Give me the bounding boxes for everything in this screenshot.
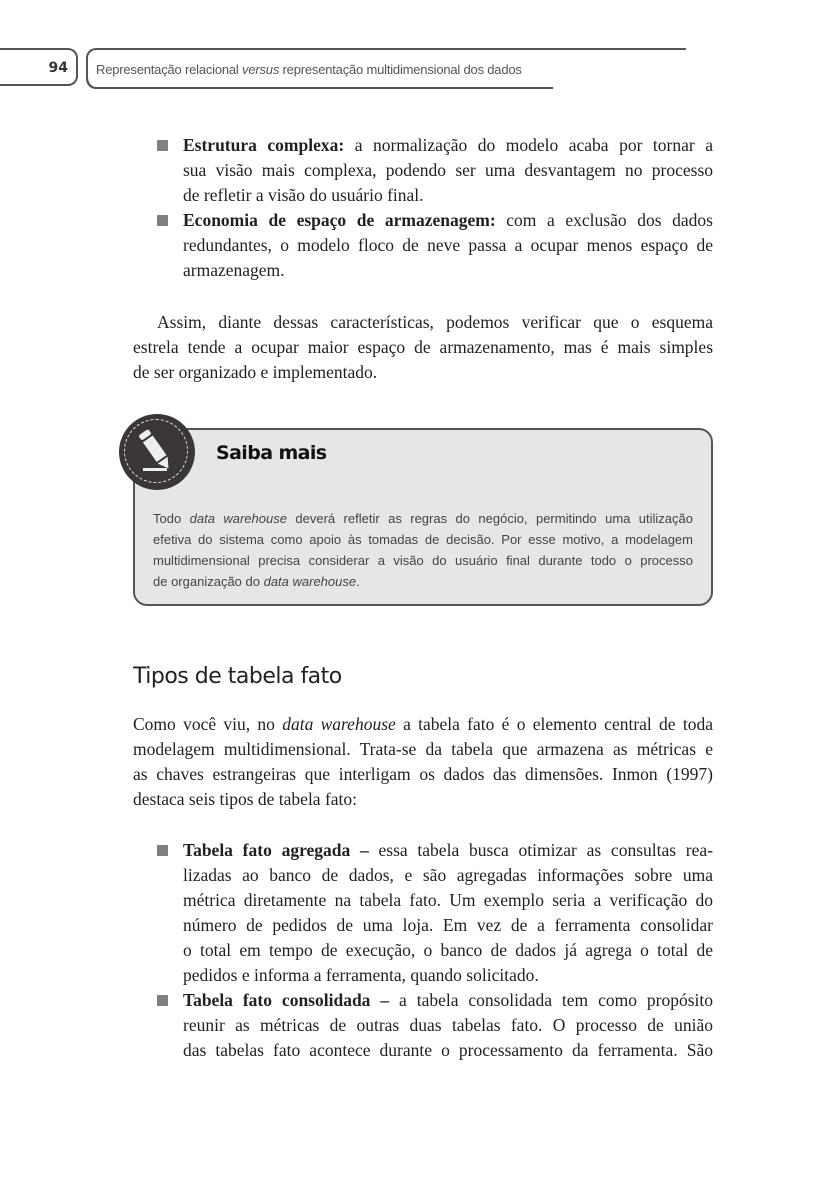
text-line: métrica diretamente na tabela fato. Um exemplo seria a verificação do bbox=[183, 890, 713, 910]
text: com a exclusão dos dados bbox=[495, 210, 713, 230]
text: Como você viu, no bbox=[133, 714, 283, 734]
page-number: 94 bbox=[48, 60, 68, 76]
text-line: modelagem multidimensional. Trata-se da tabela que armazena as métricas e bbox=[133, 739, 713, 759]
saiba-mais-title: Saiba mais bbox=[216, 442, 327, 464]
text-line: de ser organizado e implementado. bbox=[133, 362, 378, 382]
text-line: efetiva do sistema como apoio às tomadas de decisão. Por esse motivo, a modelagem bbox=[153, 532, 693, 547]
text-line: pedidos e informa a ferramenta, quando solicitado. bbox=[183, 965, 539, 985]
text: Todo bbox=[153, 511, 190, 526]
text-line: das tabelas fato acontece durante o processamento da ferramenta. São bbox=[183, 1040, 713, 1060]
text-line: Assim, diante dessas características, podemos verificar que o esquema bbox=[157, 312, 713, 332]
term: Estrutura complexa: bbox=[183, 135, 345, 155]
running-header-title bbox=[96, 62, 522, 77]
text-line: número de pedidos de uma loja. Em vez de a ferramenta consolidar bbox=[183, 915, 713, 935]
text-line: o total em tempo de execução, o banco de dados já agrega o total de bbox=[183, 940, 713, 960]
term: Tabela fato consolidada – bbox=[183, 990, 390, 1010]
term: Tabela fato agregada – bbox=[183, 840, 369, 860]
text: a normalização do modelo acaba por tornar a bbox=[344, 135, 713, 155]
bullet-square-icon bbox=[157, 995, 168, 1006]
italic-term: data warehouse bbox=[282, 714, 396, 734]
list-item bbox=[183, 208, 713, 233]
text-line: sua visão mais complexa, podendo ser uma desvantagem no processo bbox=[183, 160, 713, 180]
text-line: armazenagem. bbox=[183, 260, 285, 280]
text-line: de refletir a visão do usuário final. bbox=[183, 185, 424, 205]
running-header bbox=[86, 48, 686, 87]
pencil-icon bbox=[119, 414, 195, 490]
text: . bbox=[356, 574, 360, 589]
text-line: as chaves estrangeiras que interligam os dados das dimensões. Inmon (1997) bbox=[133, 764, 713, 784]
italic-term: data warehouse bbox=[189, 511, 287, 526]
bullet-square-icon bbox=[157, 845, 168, 856]
header-italic: versus bbox=[242, 62, 280, 77]
list-item bbox=[183, 838, 713, 863]
term: Economia de espaço de armazenagem: bbox=[183, 210, 496, 230]
section-heading: Tipos de tabela fato bbox=[133, 664, 342, 689]
saiba-mais-text bbox=[153, 508, 693, 592]
text: de organização do bbox=[153, 574, 264, 589]
text-line: estrela tende a ocupar maior espaço de armazenamento, mas é mais simples bbox=[133, 337, 713, 357]
text-line: multidimensional precisa considerar a visão do usuário final durante todo o processo bbox=[153, 553, 693, 568]
text: a tabela fato é o elemento central de toda bbox=[395, 714, 713, 734]
bullet-square-icon bbox=[157, 140, 168, 151]
text: a tabela consolidada tem como propósito bbox=[389, 990, 713, 1010]
header-text: Representação relacional bbox=[96, 62, 243, 77]
list-item bbox=[183, 988, 713, 1013]
text: essa tabela busca otimizar as consultas rea- bbox=[368, 840, 713, 860]
text-line: lizadas ao banco de dados, e são agregadas informações sobre uma bbox=[183, 865, 713, 885]
italic-term: data warehouse bbox=[263, 574, 357, 589]
page-number-tab bbox=[0, 48, 78, 86]
bullet-list-2 bbox=[183, 838, 713, 1063]
header-text: representação multidimensional dos dados bbox=[279, 62, 522, 77]
text-line: redundantes, o modelo floco de neve passa a ocupar menos espaço de bbox=[183, 235, 713, 255]
text-line: destaca seis tipos de tabela fato: bbox=[133, 789, 358, 809]
bullet-list-1 bbox=[183, 133, 713, 283]
text-line: reunir as métricas de outras duas tabelas fato. O processo de união bbox=[183, 1015, 713, 1035]
list-item bbox=[183, 133, 713, 158]
bullet-square-icon bbox=[157, 215, 168, 226]
text: deverá refletir as regras do negócio, permitindo uma utilização bbox=[286, 511, 693, 526]
paragraph-1 bbox=[133, 310, 713, 385]
paragraph-2 bbox=[133, 712, 713, 812]
